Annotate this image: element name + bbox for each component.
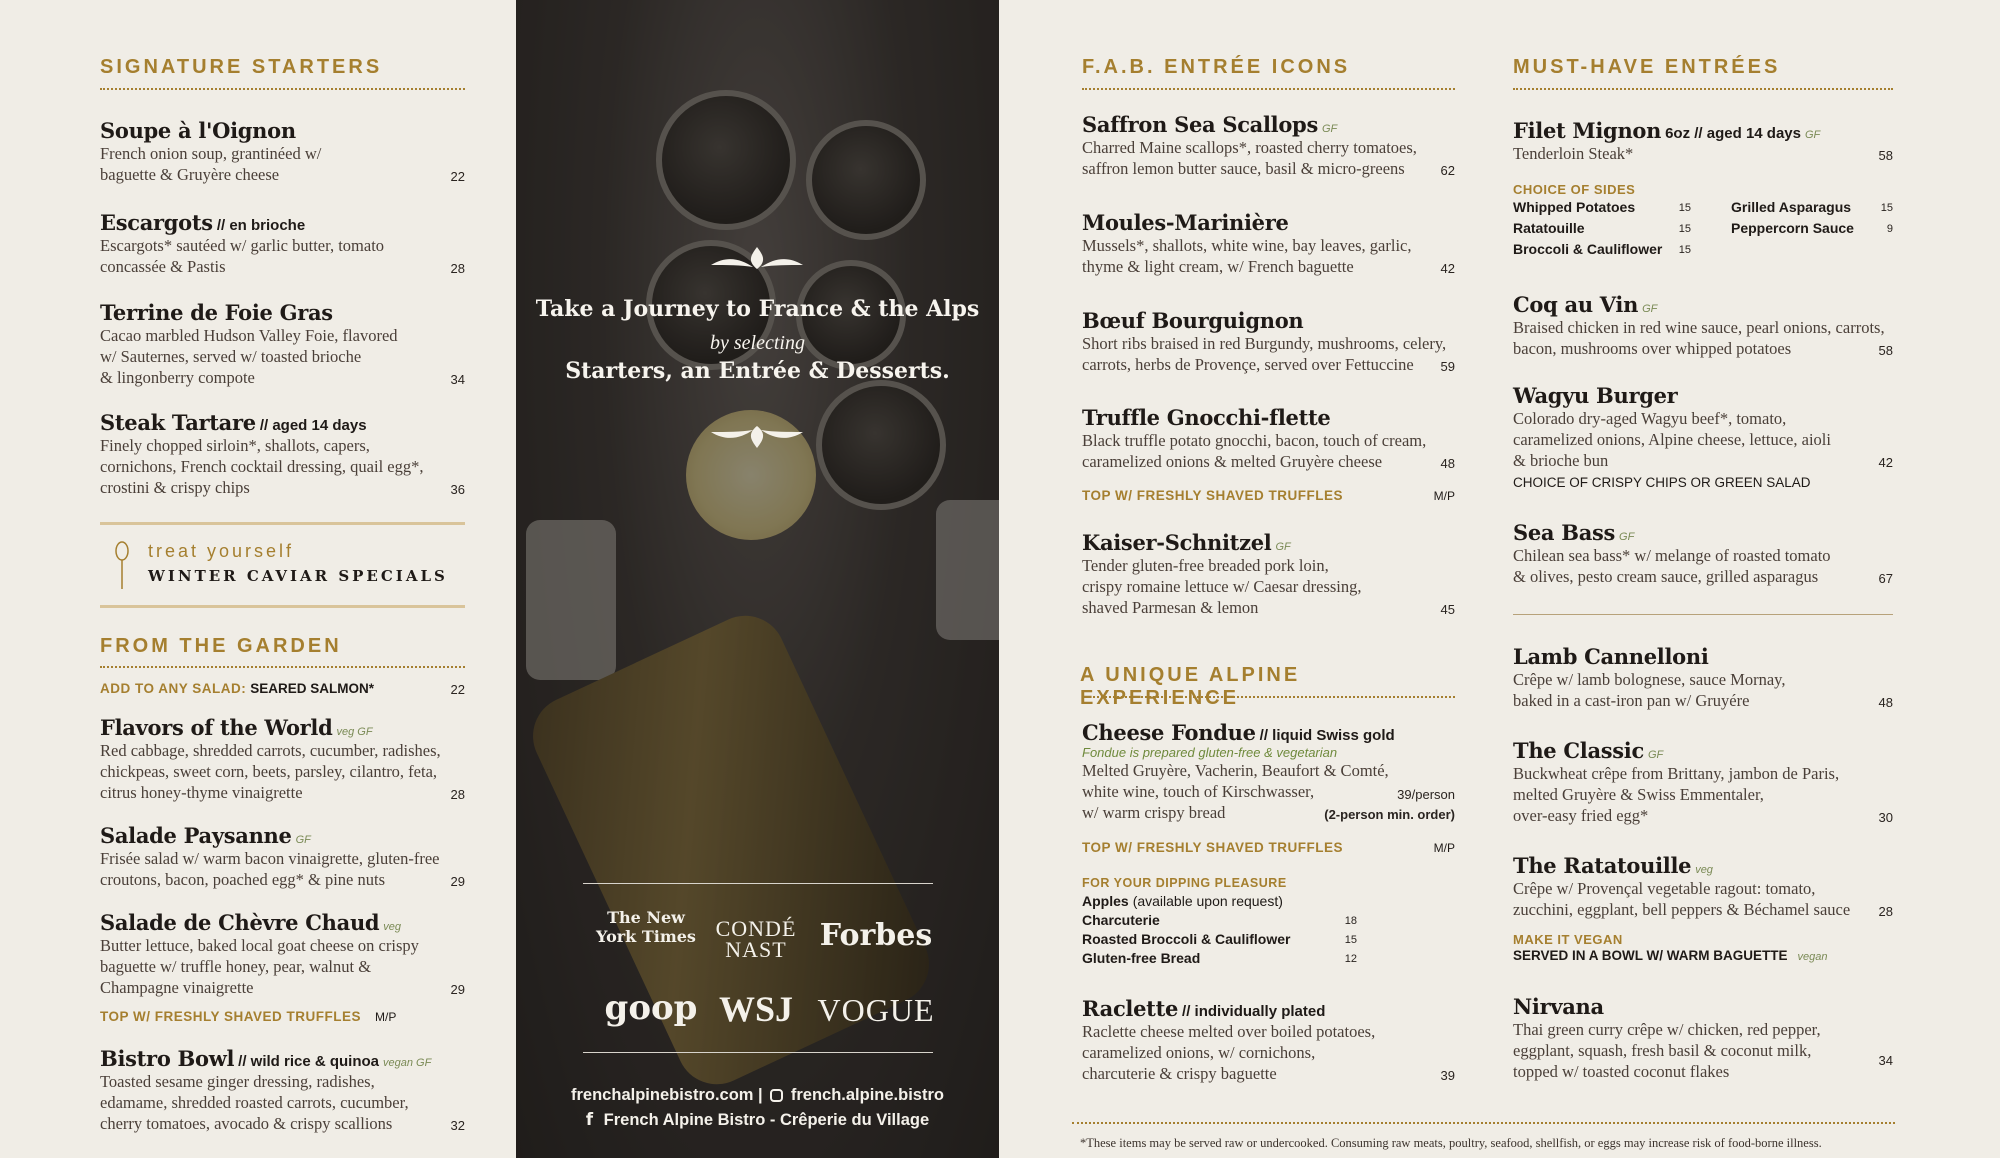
item-desc: crispy romaine lettuce w/ Caesar dressing, (1082, 577, 1362, 596)
diet-tag: vegan GF (383, 1057, 432, 1069)
item-desc: Braised chicken in red wine sauce, pearl onions, carrots, (1513, 318, 1885, 337)
section-title-alpine: A UNIQUE ALPINE EXPERIENCE (1080, 664, 1301, 709)
item-name: Escargots (100, 210, 213, 235)
item-price: 48 (1878, 695, 1893, 710)
item-price: 39 (1440, 1068, 1455, 1083)
item-price: M/P (1433, 841, 1455, 855)
diet-tag: GF (1619, 531, 1635, 543)
item-desc: eggplant, squash, fresh basil & coconut milk, 34 (1513, 1040, 1893, 1061)
side-item: Whipped Potatoes 15 (1513, 199, 1691, 215)
item-desc: Buckwheat crêpe from Brittany, jambon de Paris, (1513, 764, 1840, 783)
item-price: 62 (1440, 163, 1455, 178)
section-title-musthave: MUST-HAVE ENTRÉES (1513, 56, 1781, 78)
social-row-1 (516, 1086, 999, 1105)
divider (1513, 88, 1893, 90)
item-name: Filet Mignon (1513, 118, 1662, 143)
item-desc: Toasted sesame ginger dressing, radishes, (100, 1072, 375, 1091)
item-name: Salade de Chèvre Chaud (100, 910, 380, 935)
item-name: Salade Paysanne (100, 823, 292, 848)
item-desc: Cacao marbled Hudson Valley Foie, flavored (100, 326, 398, 345)
side-item: Ratatouille 15 (1513, 220, 1691, 236)
item-price: 39/person (1397, 787, 1455, 802)
item-price: 58 (1878, 343, 1893, 358)
item-desc: French onion soup, grantinéed w/ (100, 144, 322, 163)
add-salad-row (100, 680, 465, 698)
facebook-link[interactable]: French Alpine Bistro - Crêperie du Village (603, 1111, 930, 1129)
spoon-icon (114, 541, 130, 591)
item-price: 28 (1878, 904, 1893, 919)
truffle-upsell: TOP W/ FRESHLY SHAVED TRUFFLES M/P (1082, 488, 1455, 503)
menu-item (1082, 405, 1455, 472)
item-price: 28 (450, 261, 465, 276)
diet-tag: GF (1647, 749, 1664, 761)
diet-tag: GF (1805, 129, 1821, 141)
menu-item (1513, 520, 1893, 587)
dipping-title: FOR YOUR DIPPING PLEASURE (1082, 876, 1287, 890)
ornament-bottom-icon (707, 420, 807, 450)
treat-line: treat yourself (148, 541, 295, 561)
diet-tag: GF (1321, 123, 1338, 135)
divider (100, 666, 465, 668)
menu-item (100, 1046, 465, 1134)
item-subtitle: // individually plated (1182, 1003, 1326, 1020)
website-link[interactable]: frenchalpinebistro.com | (571, 1086, 763, 1104)
item-desc: w/ warm crispy bread (2-person min. order) (1082, 802, 1455, 823)
divider (100, 88, 465, 90)
item-desc: Tender gluten-free breaded pork loin, (1082, 556, 1329, 575)
item-price: 42 (1878, 455, 1893, 470)
item-desc: zucchini, eggplant, bell peppers & Béchamel sauce 28 (1513, 899, 1893, 920)
vegan-option (1513, 932, 1893, 965)
item-name: Flavors of the World (100, 715, 333, 740)
menu-item (100, 210, 465, 277)
item-price: 45 (1440, 602, 1455, 617)
divider (1082, 88, 1455, 90)
item-desc: melted Gruyère & Swiss Emmentaler, (1513, 785, 1764, 804)
menu-item (100, 910, 465, 998)
item-desc: Charred Maine scallops*, roasted cherry tomatoes, (1082, 138, 1417, 157)
item-name: The Ratatouille (1513, 853, 1692, 878)
headline-line-1: Take a Journey to France & the Alps (535, 296, 980, 322)
item-desc: thyme & light cream, w/ French baguette 42 (1082, 256, 1455, 277)
section-title-starters: SIGNATURE STARTERS (100, 56, 383, 78)
item-desc: Finely chopped sirloin*, shallots, capers, (100, 436, 370, 455)
item-desc: crostini & crispy chips 36 (100, 477, 465, 498)
item-subtitle: // wild rice & quinoa (238, 1053, 380, 1070)
fab-column (1082, 0, 1455, 1158)
headline-line-3: Starters, an Entrée & Desserts. (565, 358, 950, 384)
item-desc: baked in a cast-iron pan w/ Gruyére 48 (1513, 690, 1893, 711)
hero-photo-panel (516, 0, 999, 1158)
footer-divider (1072, 1122, 1895, 1124)
caviar-line: WINTER CAVIAR SPECIALS (148, 567, 448, 585)
dipping-item: Apples (available upon request) (1082, 893, 1283, 909)
press-logo-wsj: WSJ (718, 989, 794, 1029)
item-desc: topped w/ toasted coconut flakes (1513, 1062, 1730, 1081)
item-desc: & olives, pesto cream sauce, grilled asparagus 67 (1513, 566, 1893, 587)
item-price: 58 (1878, 148, 1893, 163)
item-desc: Short ribs braised in red Burgundy, mushrooms, celery, (1082, 334, 1447, 353)
item-desc: Thai green curry crêpe w/ chicken, red pepper, (1513, 1020, 1821, 1039)
vegan-note: SERVED IN A BOWL W/ WARM BAGUETTE (1513, 948, 1788, 963)
item-name: Bistro Bowl (100, 1046, 235, 1071)
item-desc: Mussels*, shallots, white wine, bay leaves, garlic, (1082, 236, 1412, 255)
facebook-icon: f (585, 1110, 594, 1129)
menu-item (1513, 383, 1893, 490)
truffle-upsell: TOP W/ FRESHLY SHAVED TRUFFLES M/P (1082, 840, 1455, 855)
item-desc: citrus honey-thyme vinaigrette 28 (100, 782, 465, 803)
item-desc: caramelized onions, Alpine cheese, lettuce, aioli (1513, 430, 1831, 449)
social-row-2 (516, 1110, 999, 1130)
menu-item (1513, 644, 1893, 711)
item-desc: edamame, shredded roasted carrots, cucumber, (100, 1093, 409, 1112)
item-desc: Melted Gruyère, Vacherin, Beaufort & Comté, (1082, 761, 1389, 780)
item-subtitle: // aged 14 days (259, 417, 367, 434)
ornament-top-icon (707, 245, 807, 275)
item-subtitle: // en brioche (216, 217, 306, 234)
item-desc: Champagne vinaigrette 29 (100, 977, 465, 998)
item-price: 34 (1878, 1053, 1893, 1068)
menu-item (1082, 210, 1455, 277)
item-price: 22 (450, 169, 465, 184)
item-desc: charcuterie & crispy baguette 39 (1082, 1063, 1455, 1084)
item-price: 48 (1440, 456, 1455, 471)
menu-item (1082, 720, 1455, 823)
item-price: 36 (450, 482, 465, 497)
item-name: The Classic (1513, 738, 1644, 763)
menu-item (1513, 118, 1893, 164)
truffle-upsell: TOP W/ FRESHLY SHAVED TRUFFLES M/P (100, 1009, 397, 1024)
item-desc: white wine, touch of Kirschwasser, 39/person (1082, 781, 1455, 802)
item-subtitle: // liquid Swiss gold (1259, 727, 1395, 744)
instagram-icon (770, 1089, 783, 1102)
add-salad-item: SEARED SALMON* (250, 681, 375, 696)
press-logo-vogue: VOGUE (817, 992, 935, 1028)
diet-tag: veg GF (336, 726, 373, 738)
item-desc: caramelized onions, w/ cornichons, (1082, 1043, 1316, 1062)
item-price: 30 (1878, 810, 1893, 825)
item-desc: Butter lettuce, baked local goat cheese on crispy (100, 936, 419, 955)
dipping-section (1082, 876, 1357, 969)
item-desc: Raclette cheese melted over boiled potatoes, (1082, 1022, 1376, 1041)
item-desc: saffron lemon butter sauce, basil & micro-greens 62 (1082, 158, 1455, 179)
item-price: 32 (450, 1118, 465, 1133)
item-desc: Crêpe w/ lamb bolognese, sauce Mornay, (1513, 670, 1786, 689)
footer-disclaimer: *These items may be served raw or undercooked. Consuming raw meats, poultry, seafood, shellfish, or eggs may increase risk of food-borne illness. (1080, 1136, 1822, 1150)
item-name: Kaiser-Schnitzel (1082, 530, 1272, 555)
menu-item (100, 118, 465, 185)
side-item: Broccoli & Cauliflower 15 (1513, 241, 1691, 257)
diet-tag: GF (295, 834, 311, 846)
item-price: M/P (375, 1010, 397, 1024)
divider (1082, 696, 1455, 698)
section-title-garden: FROM THE GARDEN (100, 635, 342, 657)
press-logo-forbes: Forbes (819, 918, 933, 953)
item-price: M/P (1433, 489, 1455, 503)
item-desc: Escargots* sautéed w/ garlic butter, tomato (100, 236, 385, 255)
diet-tag: GF (1275, 541, 1291, 553)
menu-item (100, 410, 465, 498)
side-item: Peppercorn Sauce 9 (1731, 220, 1893, 236)
item-price: 29 (450, 874, 465, 889)
instagram-link[interactable]: french.alpine.bistro (790, 1086, 944, 1104)
item-desc: carrots, herbs de Provençe, served over Fettuccine 59 (1082, 354, 1455, 375)
item-desc: over-easy fried egg* 30 (1513, 805, 1893, 826)
vegan-title: MAKE IT VEGAN (1513, 932, 1623, 947)
musthave-column (1513, 0, 1893, 1158)
item-name: Wagyu Burger (1513, 383, 1678, 408)
item-desc: cherry tomatoes, avocado & crispy scallions 32 (100, 1113, 465, 1134)
dipping-item: Gluten-free Bread 12 (1082, 950, 1357, 966)
menu-item (1082, 530, 1455, 618)
item-price: 22 (450, 682, 465, 697)
dipping-item: Charcuterie 18 (1082, 912, 1357, 928)
item-desc: & lingonberry compote 34 (100, 367, 465, 388)
side-item: Grilled Asparagus 15 (1731, 199, 1893, 215)
headline-line-2: by selecting (710, 332, 805, 354)
press-divider (583, 1052, 933, 1053)
item-desc: chickpeas, sweet corn, beets, parsley, cilantro, feta, (100, 762, 438, 781)
item-name: Nirvana (1513, 994, 1604, 1019)
menu-item (1513, 738, 1893, 826)
item-min-order: (2-person min. order) (1324, 807, 1455, 822)
item-name: Coq au Vin (1513, 292, 1639, 317)
item-name: Soupe à l'Oignon (100, 118, 296, 143)
menu-item (100, 300, 465, 388)
item-price: 67 (1878, 571, 1893, 586)
sides-section (1513, 182, 1893, 261)
menu-item (1082, 996, 1455, 1084)
item-desc: Black truffle potato gnocchi, bacon, touch of cream, (1082, 431, 1427, 450)
item-desc: bacon, mushrooms over whipped potatoes 58 (1513, 338, 1893, 359)
item-name: Bœuf Bourguignon (1082, 308, 1304, 333)
item-desc: concassée & Pastis 28 (100, 256, 465, 277)
item-note: Fondue is prepared gluten-free & vegetarian (1082, 745, 1338, 760)
sides-title: CHOICE OF SIDES (1513, 182, 1636, 197)
item-name: Steak Tartare (100, 410, 256, 435)
item-desc: cornichons, French cocktail dressing, quail egg*, (100, 457, 424, 476)
item-name: Lamb Cannelloni (1513, 644, 1709, 669)
item-desc: baguette w/ truffle honey, pear, walnut & (100, 957, 372, 976)
item-desc: Red cabbage, shredded carrots, cucumber, radishes, (100, 741, 441, 760)
item-desc: Frisée salad w/ warm bacon vinaigrette, gluten-free (100, 849, 440, 868)
diet-tag: GF (1642, 303, 1658, 315)
item-name: Cheese Fondue (1082, 720, 1256, 745)
item-subtitle: 6oz // aged 14 days (1665, 125, 1801, 142)
item-desc: caramelized onions & melted Gruyère cheese 48 (1082, 451, 1455, 472)
press-logo-goop: goop (604, 988, 698, 1028)
section-title-fab: F.A.B. ENTRÉE ICONS (1082, 56, 1351, 78)
item-desc: shaved Parmesan & lemon 45 (1082, 597, 1455, 618)
dipping-item: Roasted Broccoli & Cauliflower 15 (1082, 931, 1357, 947)
menu-item (1082, 308, 1455, 375)
menu-item (100, 823, 465, 890)
item-name: Truffle Gnocchi-flette (1082, 405, 1331, 430)
item-desc: Crêpe w/ Provençal vegetable ragout: tomato, (1513, 879, 1816, 898)
item-name: Moules-Marinière (1082, 210, 1289, 235)
item-name: Raclette (1082, 996, 1179, 1021)
left-column (100, 0, 465, 1158)
divider (1513, 614, 1893, 615)
item-desc: baguette & Gruyère cheese 22 (100, 164, 465, 185)
press-divider (583, 883, 933, 884)
menu-item (100, 715, 465, 803)
menu-item (1513, 292, 1893, 359)
menu-item (1082, 112, 1455, 179)
caviar-special-box[interactable] (100, 522, 465, 608)
item-desc: w/ Sauternes, served w/ toasted brioche (100, 347, 362, 366)
item-price: 42 (1440, 261, 1455, 276)
diet-tag: veg (1695, 864, 1713, 876)
item-price: 34 (450, 372, 465, 387)
item-name: Terrine de Foie Gras (100, 300, 333, 325)
item-desc: Chilean sea bass* w/ melange of roasted tomato (1513, 546, 1831, 565)
add-salad-label: ADD TO ANY SALAD: (100, 681, 247, 696)
item-desc: croutons, bacon, poached egg* & pine nuts 29 (100, 869, 465, 890)
item-name: Saffron Sea Scallops (1082, 112, 1318, 137)
item-price: 28 (450, 787, 465, 802)
menu-item (1513, 994, 1893, 1082)
item-note: CHOICE OF CRISPY CHIPS OR GREEN SALAD (1513, 475, 1811, 490)
menu-item (1513, 853, 1893, 920)
item-desc: Colorado dry-aged Wagyu beef*, tomato, (1513, 409, 1787, 428)
diet-tag: vegan (1797, 951, 1828, 963)
item-price: 59 (1440, 359, 1455, 374)
item-desc: Tenderloin Steak* 58 (1513, 143, 1893, 164)
press-logo-nyt: The New York Times (596, 908, 696, 946)
item-price: 29 (450, 982, 465, 997)
diet-tag: veg (383, 921, 402, 933)
item-desc: & brioche bun 42 (1513, 450, 1893, 471)
item-name: Sea Bass (1513, 520, 1616, 545)
press-logo-conde-nast: CONDÉ NAST (715, 916, 797, 962)
